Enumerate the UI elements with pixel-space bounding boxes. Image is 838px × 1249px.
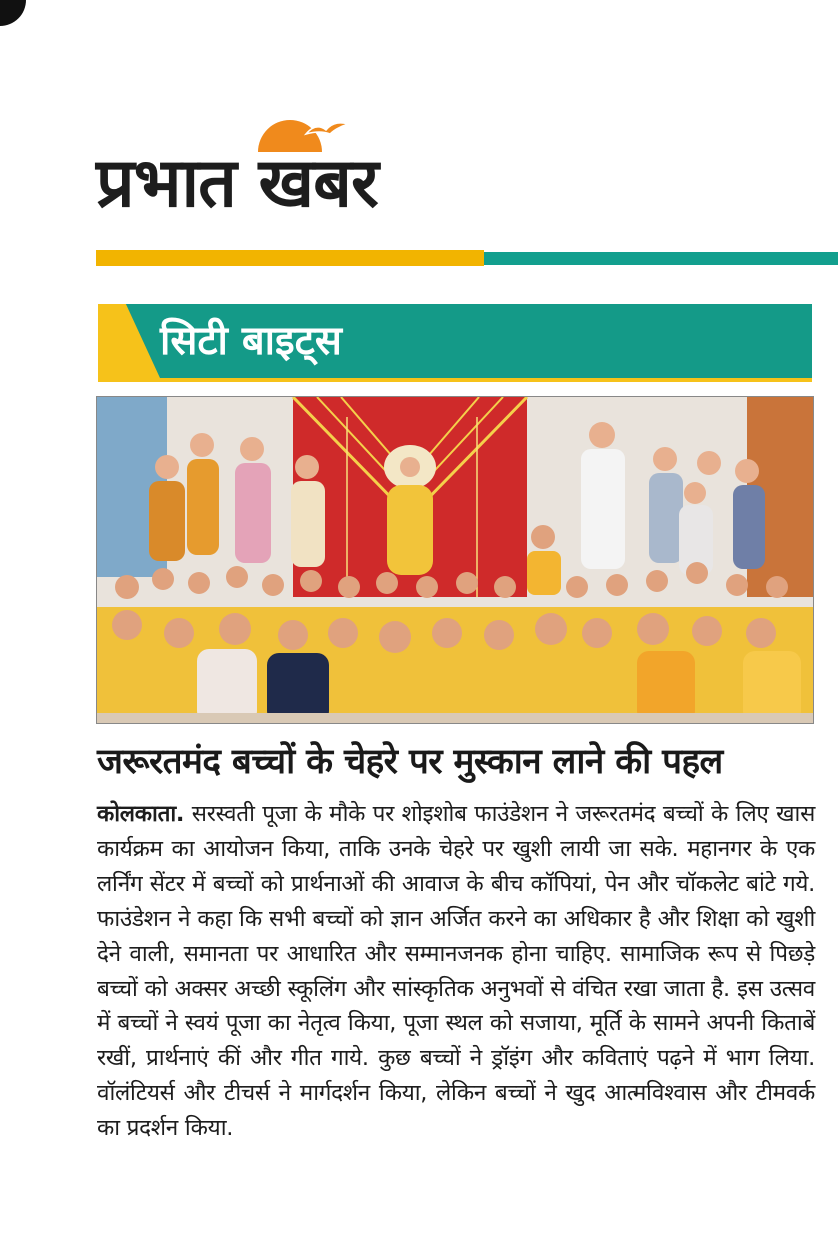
section-title: सिटी बाइट्स: [160, 318, 342, 364]
screen-corner: [0, 0, 26, 26]
newspaper-masthead: प्रभात खबर: [96, 144, 378, 223]
bird-logo-icon: [302, 118, 350, 142]
group-photo-image: [97, 397, 813, 723]
article-headline: जरूरतमंद बच्चों के चेहरे पर मुस्कान लाने की पहल: [97, 742, 723, 782]
masthead-rule-yellow: [96, 250, 484, 266]
masthead-rule-teal: [484, 252, 838, 265]
article-body: [97, 797, 815, 1146]
article-dateline: कोलकाता.: [97, 801, 185, 827]
article-body-text: सरस्वती पूजा के मौके पर शोइशोब फाउंडेशन ने जरूरतमंद बच्चों के लिए खास कार्यक्रम का आयोजन किया, ताकि उनके चेहरे पर खुशी लायी जा सके. महानगर के एक लर्निंग सेंटर में बच्चों को प्रार्थनाओं की आवाज के बीच कॉपियां, पेन और चॉकलेट बांटे गये. फाउंडेशन ने कहा कि सभी बच्चों को ज्ञान अर्जित करने का अधिकार है और शिक्षा को खुशी देने वाली, समानता पर आधारित और सम्मानजनक होना चाहिए. सामाजिक रूप से पिछड़े बच्चों को अक्सर अच्छी स्कूलिंग और सांस्कृतिक अनुभवों से वंचित रखा जाता है. इस उत्सव में बच्चों ने स्वयं पूजा का नेतृत्व किया, पूजा स्थल को सजाया, मूर्ति के सामने अपनी किताबें रखीं, प्रार्थनाएं कीं और गीत गाये. कुछ बच्चों ने ड्रॉइंग और कविताएं पढ़ने में भाग लिया. वॉलंटियर्स और टीचर्स ने मार्गदर्शन किया, लेकिन बच्चों ने खुद आत्मविश्वास और टीमवर्क का प्रदर्शन किया.: [97, 801, 815, 1142]
article-photo: [96, 396, 814, 724]
section-band-underline: [98, 378, 812, 382]
